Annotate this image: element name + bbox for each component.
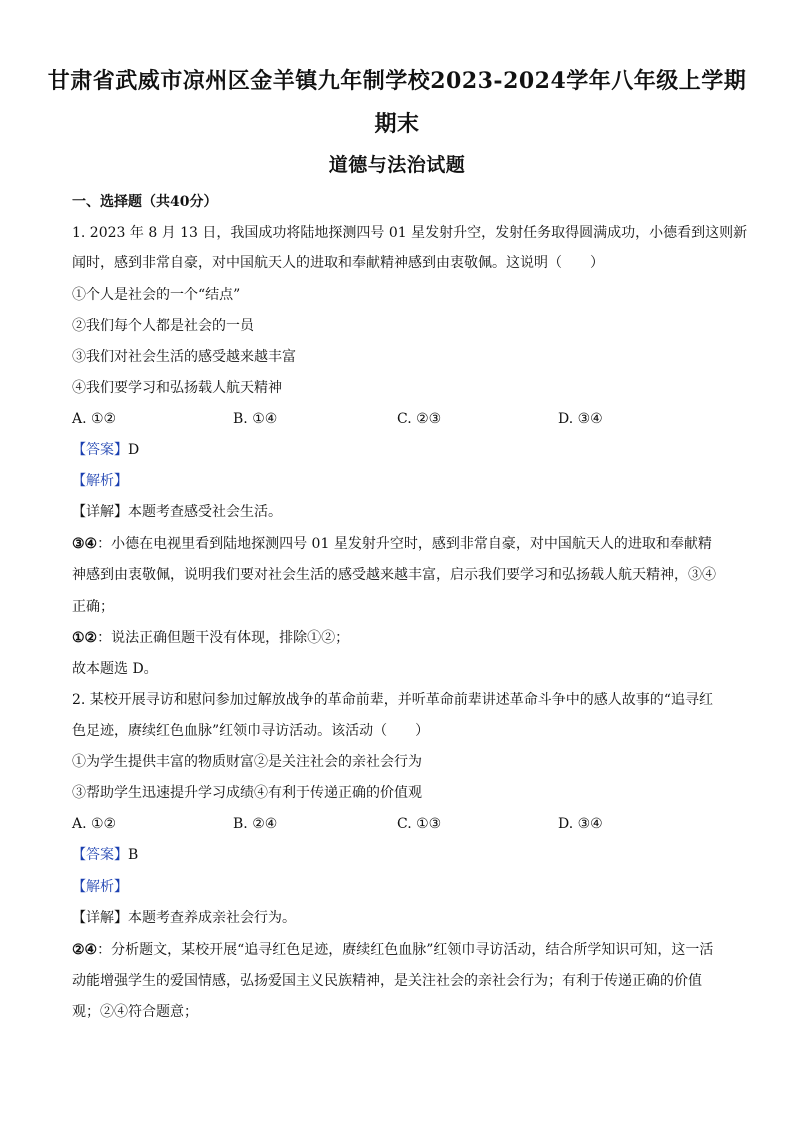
q1-answer xyxy=(72,440,732,460)
q2-option-d: D. ③④ xyxy=(558,816,603,832)
q2-stem-line2: 色足迹，赓续红色血脉”红领巾寻访活动。该活动（ ） xyxy=(72,723,430,739)
detail-text: 本题考查感受社会生活。 xyxy=(128,504,282,520)
exclusion-lead: ①② xyxy=(72,630,98,646)
q1-item-3: ③我们对社会生活的感受越来越丰富 xyxy=(72,349,296,365)
q2-answer xyxy=(72,845,732,865)
detail-tag: 【详解】 xyxy=(72,910,128,926)
explanation-lead: ②④ xyxy=(72,942,98,958)
q2-items-line2: ③帮助学生迅速提升学习成绩④有利于传递正确的价值观 xyxy=(72,785,422,801)
detail-tag: 【详解】 xyxy=(72,504,128,520)
doc-title-line2: 期末 xyxy=(374,111,420,137)
q2-option-a: A. ①② xyxy=(72,816,117,832)
answer-value: B xyxy=(128,847,139,863)
q2-explanation-line1 xyxy=(72,940,732,960)
q1-detail xyxy=(72,502,732,522)
q1-option-a: A. ①② xyxy=(72,411,117,427)
q1-item-1: ①个人是社会的一个“结点” xyxy=(72,287,241,303)
q1-explanation-exclusion xyxy=(72,628,732,648)
explanation-text: ：小德在电视里看到陆地探测四号 01 星发射升空时，感到非常自豪，对中国航天人的进取和奉献精 xyxy=(97,536,712,552)
q1-option-c: C. ②③ xyxy=(397,411,442,427)
q1-stem-line1: 1. 2023 年 8 月 13 日，我国成功将陆地探测四号 01 星发射升空，发射任务取得圆满成功，小德看到这则新 xyxy=(72,225,748,241)
q2-option-b: B. ②④ xyxy=(233,816,278,832)
doc-subject: 道德与法治试题 xyxy=(328,154,466,176)
q2-option-c: C. ①③ xyxy=(397,816,442,832)
q1-item-4: ④我们要学习和弘扬载人航天精神 xyxy=(72,380,282,396)
q2-explanation-line3: 观；②④符合题意； xyxy=(72,1004,198,1020)
answer-tag: 【答案】 xyxy=(72,442,128,458)
answer-value: D xyxy=(128,442,140,458)
q1-explanation-line3: 正确； xyxy=(72,599,114,615)
answer-tag: 【答案】 xyxy=(72,847,128,863)
detail-text: 本题考查养成亲社会行为。 xyxy=(128,910,296,926)
q2-items-line1: ①为学生提供丰富的物质财富②是关注社会的亲社会行为 xyxy=(72,754,422,770)
q2-detail xyxy=(72,908,732,928)
q2-stem-line1: 2. 某校开展寻访和慰问参加过解放战争的革命前辈，并听革命前辈讲述革命斗争中的感人故事的“追寻红 xyxy=(72,692,713,708)
q1-analysis-tag: 【解析】 xyxy=(72,473,128,489)
q1-item-2: ②我们每个人都是社会的一员 xyxy=(72,318,254,334)
q1-explanation-line1 xyxy=(72,534,732,554)
q1-option-b: B. ①④ xyxy=(233,411,278,427)
q1-option-d: D. ③④ xyxy=(558,411,603,427)
q1-conclusion: 故本题选 D。 xyxy=(72,661,158,677)
explanation-lead: ③④ xyxy=(72,536,98,552)
doc-title-line1: 甘肃省武威市凉州区金羊镇九年制学校2023-2024学年八年级上学期 xyxy=(47,68,747,94)
explanation-text: ：分析题文，某校开展“追寻红色足迹，赓续红色血脉”红领巾寻访活动，结合所学知识可知，这一活 xyxy=(97,942,714,958)
q2-analysis-tag: 【解析】 xyxy=(72,879,128,895)
q1-stem-line2: 闻时，感到非常自豪，对中国航天人的进取和奉献精神感到由衷敬佩。这说明（ ） xyxy=(72,255,604,271)
section-heading: 一、选择题（共40分） xyxy=(72,194,218,210)
q2-explanation-line2: 动能增强学生的爱国情感，弘扬爱国主义民族精神，是关注社会的亲社会行为；有利于传递正确的价值 xyxy=(72,973,702,989)
exclusion-text: ：说法正确但题干没有体现，排除①②； xyxy=(97,630,350,646)
q1-explanation-line2: 神感到由衷敬佩，说明我们要对社会生活的感受越来越丰富，启示我们要学习和弘扬载人航天精神，③④ xyxy=(72,567,716,583)
